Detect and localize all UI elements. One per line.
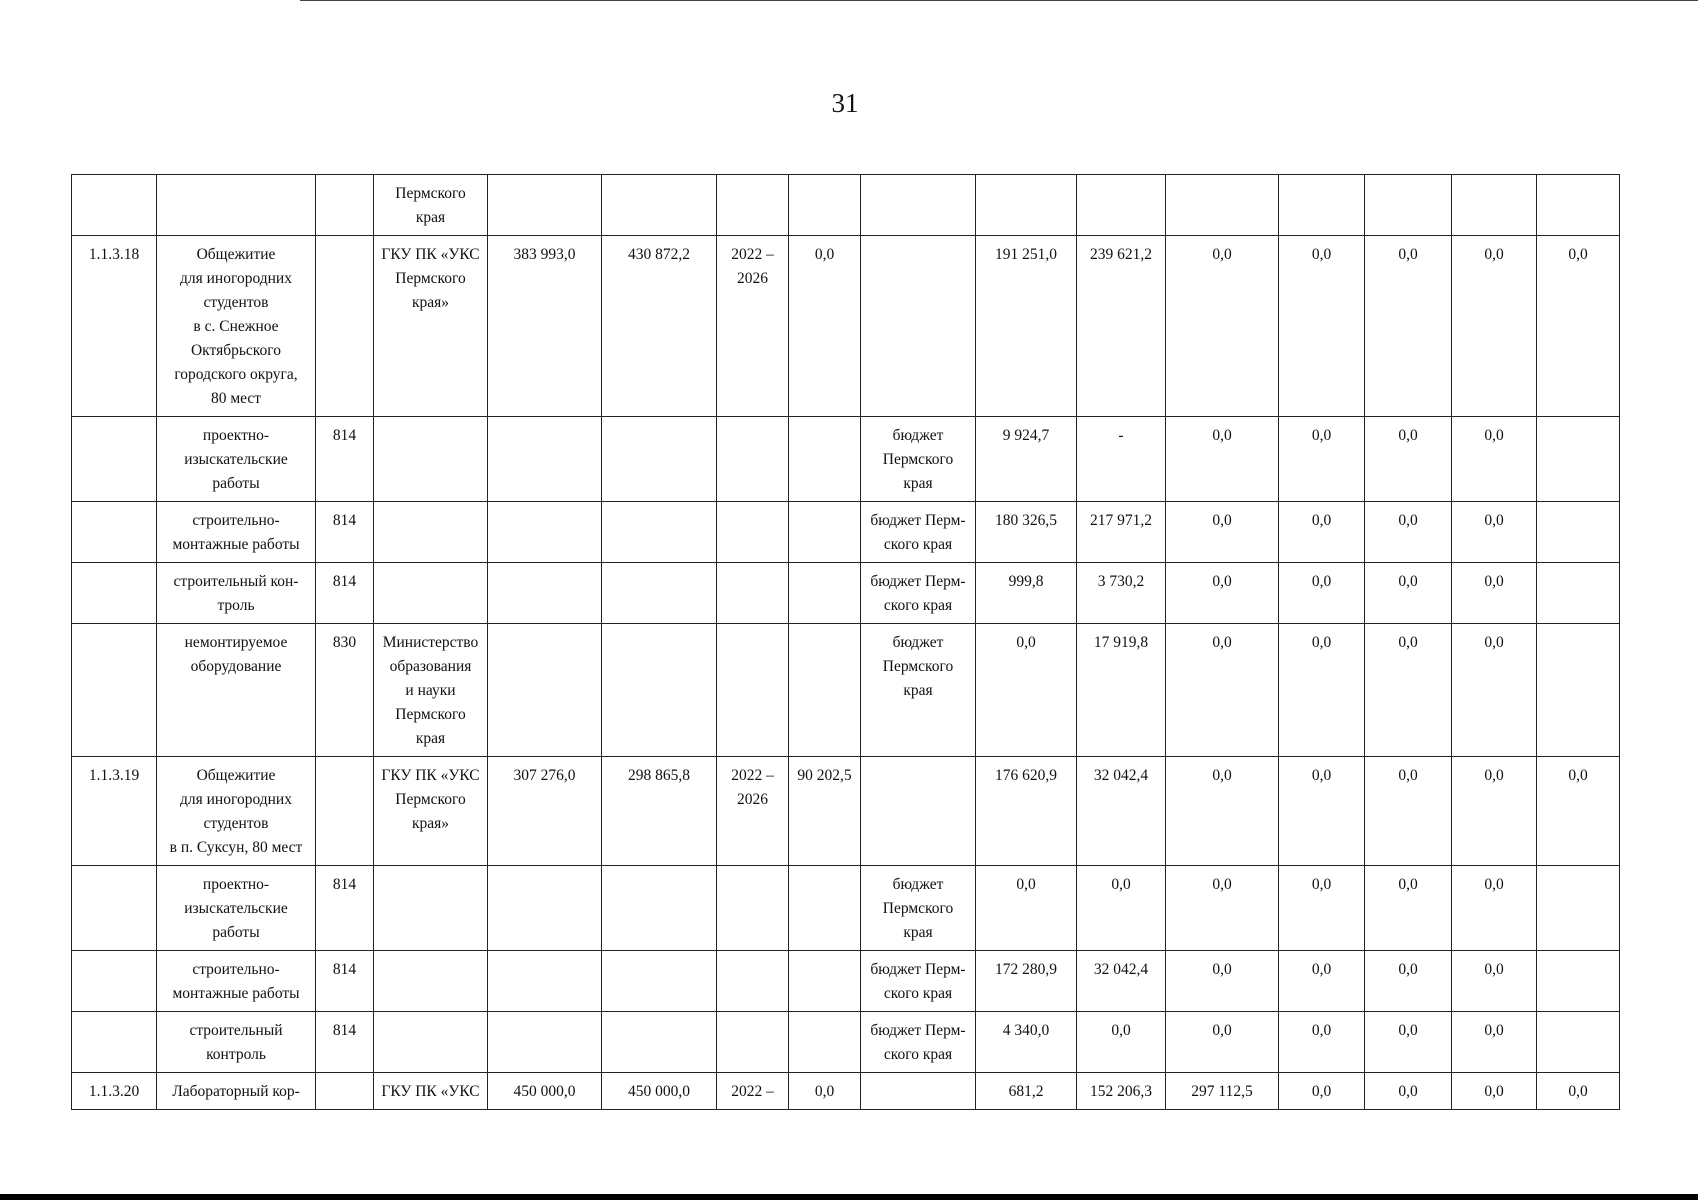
cell-period — [717, 624, 789, 757]
cell-customer — [374, 417, 488, 502]
cell-year-4 — [1279, 175, 1365, 236]
cell-contract-cost: 430 872,2 — [602, 236, 717, 417]
cell-estimate-cost — [488, 502, 602, 563]
table-row-sub — [72, 417, 1620, 502]
cell-year-5: 0,0 — [1365, 951, 1452, 1012]
cell-year-5: 0,0 — [1365, 624, 1452, 757]
cell-grbs — [316, 175, 374, 236]
cell-total-extra — [1537, 951, 1620, 1012]
cell-year-3: 0,0 — [1166, 866, 1279, 951]
cell-period — [717, 502, 789, 563]
cell-customer — [374, 951, 488, 1012]
cell-name: строительно- монтажные работы — [157, 951, 316, 1012]
cell-period — [717, 1012, 789, 1073]
cell-year-5: 0,0 — [1365, 1012, 1452, 1073]
cell-estimate-cost — [488, 624, 602, 757]
cell-contract-cost — [602, 417, 717, 502]
cell-funds-before: 90 202,5 — [789, 757, 861, 866]
cell-year-1: 180 326,5 — [976, 502, 1077, 563]
cell-year-3: 0,0 — [1166, 502, 1279, 563]
page-number: 31 — [831, 88, 859, 118]
cell-estimate-cost — [488, 866, 602, 951]
cell-grbs: 814 — [316, 502, 374, 563]
table-row-sub — [72, 502, 1620, 563]
cell-year-1 — [976, 175, 1077, 236]
table-row-sub — [72, 624, 1620, 757]
cell-year-2 — [1077, 175, 1166, 236]
cell-year-2: 3 730,2 — [1077, 563, 1166, 624]
cell-code — [72, 417, 157, 502]
cell-year-5 — [1365, 175, 1452, 236]
cell-year-3: 0,0 — [1166, 757, 1279, 866]
cell-year-4: 0,0 — [1279, 1073, 1365, 1110]
cell-year-6: 0,0 — [1452, 757, 1537, 866]
cell-estimate-cost — [488, 417, 602, 502]
cell-year-6: 0,0 — [1452, 236, 1537, 417]
cell-contract-cost — [602, 175, 717, 236]
cell-code — [72, 866, 157, 951]
cell-year-3: 0,0 — [1166, 951, 1279, 1012]
cell-name — [157, 175, 316, 236]
cell-period: 2022 – 2026 — [717, 757, 789, 866]
cell-period: 2022 – — [717, 1073, 789, 1110]
cell-contract-cost — [602, 866, 717, 951]
cell-code — [72, 175, 157, 236]
cell-name: проектно- изыскательские работы — [157, 417, 316, 502]
cell-grbs: 814 — [316, 1012, 374, 1073]
cell-customer — [374, 563, 488, 624]
cell-year-2: 239 621,2 — [1077, 236, 1166, 417]
cell-total-extra — [1537, 1012, 1620, 1073]
cell-total-extra — [1537, 866, 1620, 951]
cell-grbs: 814 — [316, 951, 374, 1012]
cell-contract-cost: 450 000,0 — [602, 1073, 717, 1110]
cell-customer: ГКУ ПК «УКС Пермского края» — [374, 236, 488, 417]
cell-year-6 — [1452, 175, 1537, 236]
cell-customer — [374, 502, 488, 563]
cell-source: бюджет Перм- ского края — [861, 951, 976, 1012]
cell-source — [861, 175, 976, 236]
cell-estimate-cost: 307 276,0 — [488, 757, 602, 866]
cell-funds-before — [789, 1012, 861, 1073]
cell-total-extra — [1537, 624, 1620, 757]
cell-funds-before — [789, 951, 861, 1012]
cell-year-6: 0,0 — [1452, 1012, 1537, 1073]
scan-bottom-edge — [0, 1194, 1698, 1200]
cell-year-5: 0,0 — [1365, 757, 1452, 866]
cell-year-3: 0,0 — [1166, 236, 1279, 417]
cell-name: немонтируемое оборудование — [157, 624, 316, 757]
cell-funds-before — [789, 866, 861, 951]
table-row-sub — [72, 866, 1620, 951]
cell-year-5: 0,0 — [1365, 417, 1452, 502]
cell-year-5: 0,0 — [1365, 866, 1452, 951]
cell-name: проектно- изыскательские работы — [157, 866, 316, 951]
cell-year-1: 0,0 — [976, 624, 1077, 757]
cell-year-1: 681,2 — [976, 1073, 1077, 1110]
cell-customer — [374, 866, 488, 951]
cell-year-4: 0,0 — [1279, 757, 1365, 866]
cell-year-2: 152 206,3 — [1077, 1073, 1166, 1110]
cell-total-extra — [1537, 175, 1620, 236]
cell-estimate-cost: 383 993,0 — [488, 236, 602, 417]
cell-contract-cost: 298 865,8 — [602, 757, 717, 866]
cell-year-5: 0,0 — [1365, 236, 1452, 417]
cell-code: 1.1.3.18 — [72, 236, 157, 417]
cell-year-4: 0,0 — [1279, 502, 1365, 563]
cell-code — [72, 951, 157, 1012]
cell-year-1: 172 280,9 — [976, 951, 1077, 1012]
cell-year-1: 0,0 — [976, 866, 1077, 951]
cell-year-3: 0,0 — [1166, 624, 1279, 757]
cell-year-6: 0,0 — [1452, 1073, 1537, 1110]
cell-year-6: 0,0 — [1452, 951, 1537, 1012]
table-row-sub — [72, 951, 1620, 1012]
cell-grbs: 814 — [316, 866, 374, 951]
cell-year-1: 9 924,7 — [976, 417, 1077, 502]
cell-grbs — [316, 1073, 374, 1110]
cell-grbs — [316, 757, 374, 866]
cell-source — [861, 1073, 976, 1110]
cell-grbs: 814 — [316, 417, 374, 502]
cell-customer: Министерство образования и науки Пермского края — [374, 624, 488, 757]
cell-name: строительно- монтажные работы — [157, 502, 316, 563]
cell-period — [717, 175, 789, 236]
cell-year-6: 0,0 — [1452, 866, 1537, 951]
cell-code — [72, 624, 157, 757]
cell-source: бюджет Перм- ского края — [861, 1012, 976, 1073]
cell-period: 2022 – 2026 — [717, 236, 789, 417]
cell-total-extra — [1537, 563, 1620, 624]
cell-customer: ГКУ ПК «УКС Пермского края» — [374, 757, 488, 866]
cell-year-2: - — [1077, 417, 1166, 502]
cell-year-2: 32 042,4 — [1077, 757, 1166, 866]
cell-source: бюджет Перм- ского края — [861, 502, 976, 563]
cell-funds-before: 0,0 — [789, 1073, 861, 1110]
cell-contract-cost — [602, 563, 717, 624]
cell-funds-before — [789, 502, 861, 563]
cell-year-6: 0,0 — [1452, 417, 1537, 502]
cell-funds-before: 0,0 — [789, 236, 861, 417]
cell-name: строительный кон- троль — [157, 563, 316, 624]
cell-year-4: 0,0 — [1279, 236, 1365, 417]
cell-year-5: 0,0 — [1365, 1073, 1452, 1110]
cell-year-2: 32 042,4 — [1077, 951, 1166, 1012]
cell-year-5: 0,0 — [1365, 563, 1452, 624]
cell-year-6: 0,0 — [1452, 502, 1537, 563]
cell-year-1: 999,8 — [976, 563, 1077, 624]
cell-year-2: 217 971,2 — [1077, 502, 1166, 563]
cell-year-3 — [1166, 175, 1279, 236]
cell-estimate-cost — [488, 1012, 602, 1073]
cell-year-1: 4 340,0 — [976, 1012, 1077, 1073]
cell-funds-before — [789, 624, 861, 757]
cell-year-4: 0,0 — [1279, 951, 1365, 1012]
cell-year-4: 0,0 — [1279, 417, 1365, 502]
cell-estimate-cost — [488, 563, 602, 624]
cell-year-6: 0,0 — [1452, 563, 1537, 624]
cell-year-4: 0,0 — [1279, 563, 1365, 624]
cell-code — [72, 563, 157, 624]
cell-source — [861, 757, 976, 866]
cell-grbs: 814 — [316, 563, 374, 624]
table-row-sub — [72, 1012, 1620, 1073]
cell-estimate-cost — [488, 951, 602, 1012]
table-row-item-1-1-3-20 — [72, 1073, 1620, 1110]
cell-year-2: 0,0 — [1077, 866, 1166, 951]
table-row-sub — [72, 563, 1620, 624]
scan-top-edge — [300, 0, 1698, 1]
cell-source — [861, 236, 976, 417]
cell-code: 1.1.3.19 — [72, 757, 157, 866]
cell-source: бюджет Пермского края — [861, 624, 976, 757]
cell-grbs — [316, 236, 374, 417]
cell-year-3: 0,0 — [1166, 1012, 1279, 1073]
table-body — [72, 175, 1620, 1110]
cell-customer: Пермского края — [374, 175, 488, 236]
cell-customer: ГКУ ПК «УКС — [374, 1073, 488, 1110]
cell-year-3: 297 112,5 — [1166, 1073, 1279, 1110]
cell-year-3: 0,0 — [1166, 563, 1279, 624]
cell-funds-before — [789, 175, 861, 236]
cell-contract-cost — [602, 1012, 717, 1073]
cell-total-extra: 0,0 — [1537, 1073, 1620, 1110]
cell-year-5: 0,0 — [1365, 502, 1452, 563]
cell-period — [717, 563, 789, 624]
cell-year-6: 0,0 — [1452, 624, 1537, 757]
cell-year-2: 17 919,8 — [1077, 624, 1166, 757]
cell-funds-before — [789, 563, 861, 624]
cell-year-4: 0,0 — [1279, 866, 1365, 951]
cell-contract-cost — [602, 951, 717, 1012]
cell-code — [72, 502, 157, 563]
cell-period — [717, 417, 789, 502]
cell-year-1: 176 620,9 — [976, 757, 1077, 866]
cell-period — [717, 951, 789, 1012]
cell-funds-before — [789, 417, 861, 502]
cell-source: бюджет Перм- ского края — [861, 563, 976, 624]
cell-grbs: 830 — [316, 624, 374, 757]
cell-source: бюджет Пермского края — [861, 866, 976, 951]
cell-contract-cost — [602, 624, 717, 757]
cell-name: Общежитие для иногородних студентов в с. Снежное Октябрьского городского округа, 80 мест — [157, 236, 316, 417]
cell-year-3: 0,0 — [1166, 417, 1279, 502]
cell-estimate-cost — [488, 175, 602, 236]
cell-code — [72, 1012, 157, 1073]
cell-name: Общежитие для иногородних студентов в п. Суксун, 80 мест — [157, 757, 316, 866]
cell-name: строительный контроль — [157, 1012, 316, 1073]
cell-year-1: 191 251,0 — [976, 236, 1077, 417]
cell-name: Лабораторный кор- — [157, 1073, 316, 1110]
table-row-item-1-1-3-18 — [72, 236, 1620, 417]
table-row-item-1-1-3-19 — [72, 757, 1620, 866]
cell-year-2: 0,0 — [1077, 1012, 1166, 1073]
budget-table — [71, 174, 1620, 1110]
cell-year-4: 0,0 — [1279, 624, 1365, 757]
cell-total-extra: 0,0 — [1537, 236, 1620, 417]
cell-year-4: 0,0 — [1279, 1012, 1365, 1073]
cell-contract-cost — [602, 502, 717, 563]
cell-customer — [374, 1012, 488, 1073]
cell-total-extra — [1537, 502, 1620, 563]
cell-total-extra: 0,0 — [1537, 757, 1620, 866]
cell-period — [717, 866, 789, 951]
table-row-continuation-row — [72, 175, 1620, 236]
cell-code: 1.1.3.20 — [72, 1073, 157, 1110]
cell-total-extra — [1537, 417, 1620, 502]
cell-estimate-cost: 450 000,0 — [488, 1073, 602, 1110]
cell-source: бюджет Пермского края — [861, 417, 976, 502]
